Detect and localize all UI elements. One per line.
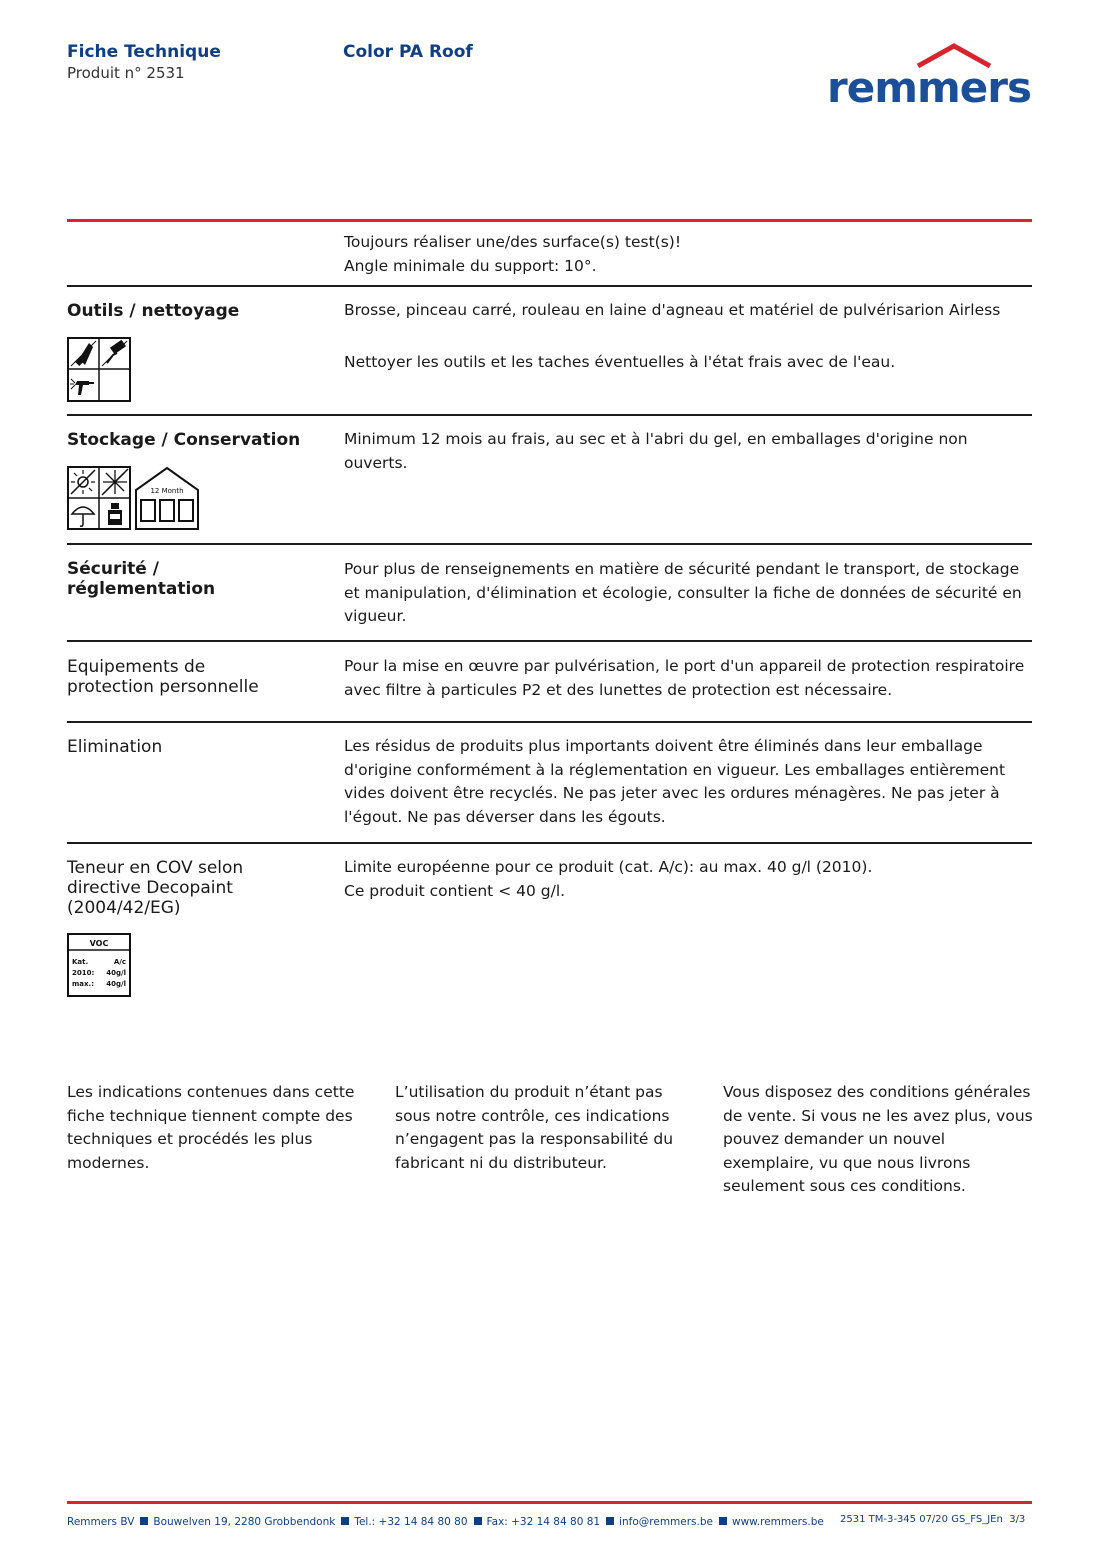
footer-tel: Tel.: +32 14 84 80 80 (354, 1516, 468, 1528)
brand-wordmark: remmers (827, 63, 1031, 112)
voc-badge-r2a: 2010: (72, 969, 95, 977)
voc-badge-r3b: 40g/l (106, 980, 126, 988)
product-name: Color PA Roof (343, 42, 473, 62)
voc-label (67, 858, 243, 918)
safety-paragraph: Pour plus de renseignements en matière de sécurité pendant le transport, de stockage et manipulation, d'élimination et écologie, consulter la fiche de données de sécurité en vigueur. (344, 560, 1022, 625)
intro-line-1: Toujours réaliser une/des surface(s) test(s)! (344, 233, 682, 251)
storage-paragraph: Minimum 12 mois au frais, au sec et à l'abri du gel, en emballages d'origine non ouverts. (344, 430, 968, 472)
disclaimer-column-3: Vous disposez des conditions générales de vente. Si vous ne les avez plus, vous pouvez demander un nouvel exemplaire, vu que nous livrons seulement sous ces conditions. (723, 1083, 1033, 1195)
product-number: Produit n° 2531 (67, 64, 185, 82)
intro-line-2: Angle minimale du support: 10°. (344, 256, 597, 275)
voc-badge-r1b: A/c (113, 958, 126, 966)
disposal-text (344, 735, 1034, 829)
disclaimer-column-1: Les indications contenues dans cette fiche technique tiennent compte des techniques et procédés les plus modernes. (67, 1083, 355, 1172)
disclaimer-column-2: L’utilisation du produit n’étant pas sous notre contrôle, ces indications n’engagent pas la responsabilité du fabricant ni du distributeur. (395, 1083, 674, 1172)
disposal-paragraph: Les résidus de produits plus importants doivent être éliminés dans leur emballage d'origine conformément à la réglementation en vigueur. Les emballages entièrement vides doivent être recyclés. Ne pas jeter avec les ordures ménagères. Ne pas jeter à l'égout. Ne pas déverser dans les égouts. (344, 737, 1006, 826)
doc-type-title: Fiche Technique (67, 42, 221, 62)
section-divider (67, 721, 1032, 723)
footer-contact (67, 1516, 824, 1528)
intro-notes (344, 231, 1034, 278)
voc-label-line-1: Teneur en COV selon (67, 858, 244, 878)
header-rule (67, 219, 1032, 222)
footer-document-reference (840, 1514, 1025, 1525)
shelf-life-caption: 12 Month (150, 487, 184, 495)
voc-badge-r3a: max.: (72, 980, 94, 988)
ppe-paragraph: Pour la mise en œuvre par pulvérisation, le port d'un appareil de protection respiratoire avec filtre à particules P2 et des lunettes de protection est nécessaire. (344, 657, 1025, 699)
tools-label: Outils / nettoyage (67, 301, 240, 321)
document-header (67, 42, 221, 83)
safety-label-line-1: Sécurité / (67, 559, 159, 579)
section-divider (67, 842, 1032, 844)
ppe-label (67, 657, 259, 697)
voc-line-2: Ce produit contient < 40 g/l. (344, 881, 566, 900)
footer-company: Remmers BV (67, 1516, 135, 1528)
ppe-label-line-2: protection personnelle (67, 677, 259, 697)
voc-badge-r1a: Kat. (72, 958, 89, 966)
remmers-logo (826, 42, 1032, 112)
section-divider (67, 640, 1032, 642)
voc-badge-icon (67, 933, 131, 1002)
voc-label-line-3: (2004/42/EG) (67, 898, 181, 918)
safety-text (344, 558, 1034, 629)
disposal-label: Elimination (67, 737, 163, 757)
footer-doc-ref: 2531 TM-3-345 07/20 GS_FS_JEn (840, 1514, 1003, 1525)
storage-conditions-icon (67, 466, 131, 531)
section-divider (67, 285, 1032, 287)
safety-label (67, 559, 215, 599)
bullet-square-icon (140, 1517, 148, 1525)
tools-icon (67, 337, 131, 407)
storage-text (344, 428, 1034, 475)
footer-page-number: 3/3 (1009, 1514, 1026, 1525)
voc-badge-title: VOC (89, 939, 109, 948)
shelf-life-icon (135, 466, 199, 531)
footer-email[interactable]: info@remmers.be (619, 1516, 713, 1528)
voc-label-line-2: directive Decopaint (67, 878, 233, 898)
tools-text (344, 299, 1034, 323)
footer-rule (67, 1501, 1032, 1504)
footer-address: Bouwelven 19, 2280 Grobbendonk (153, 1516, 336, 1528)
ppe-text (344, 655, 1034, 702)
tools-paragraph-1: Brosse, pinceau carré, rouleau en laine d'agneau et matériel de pulvérisarion Airless (344, 301, 1001, 319)
tools-paragraph-2: Nettoyer les outils et les taches éventuelles à l'état frais avec de l'eau. (344, 353, 896, 371)
storage-label: Stockage / Conservation (67, 430, 301, 450)
safety-label-line-2: réglementation (67, 579, 216, 599)
voc-badge-r2b: 40g/l (106, 969, 126, 977)
bullet-square-icon (341, 1517, 349, 1525)
voc-text (344, 856, 1034, 903)
section-divider (67, 414, 1032, 416)
bullet-square-icon (719, 1517, 727, 1525)
ppe-label-line-1: Equipements de (67, 657, 206, 677)
footer-website[interactable]: www.remmers.be (731, 1516, 824, 1528)
bullet-square-icon (606, 1517, 614, 1525)
tools-text-2 (344, 351, 1034, 375)
section-divider (67, 543, 1032, 545)
voc-line-1: Limite européenne pour ce produit (cat. A/c): au max. 40 g/l (2010). (344, 858, 873, 876)
footer-fax: Fax: +32 14 84 80 81 (486, 1516, 601, 1528)
bullet-square-icon (474, 1517, 482, 1525)
